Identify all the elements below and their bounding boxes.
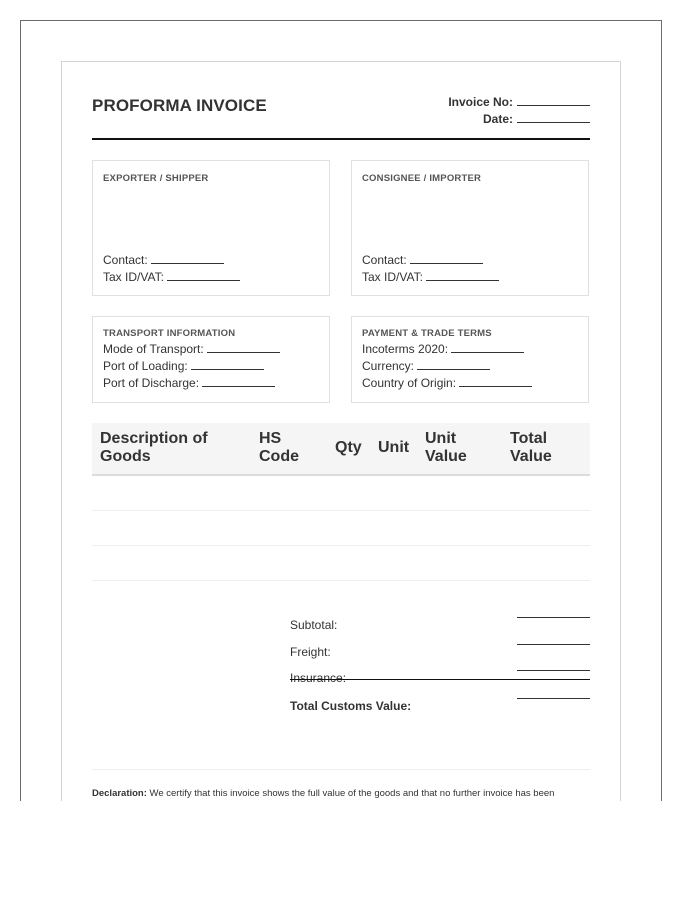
currency-label: Currency: [362,359,415,373]
port-loading-label: Port of Loading: [103,359,188,373]
exporter-contact-blank [151,252,224,264]
currency-row [362,358,532,375]
invoice-no-row [448,94,590,111]
total-customs-blank [517,698,590,699]
exporter-tax-label: Tax ID/VAT: [103,270,164,284]
exporter-tax-blank [167,269,240,281]
col-unit-value-line1: Unit [425,430,457,447]
incoterms-row [362,341,532,358]
exporter-contact-label: Contact: [103,253,148,267]
invoice-page [61,61,621,801]
col-unit-value-line2: Value [425,448,467,465]
invoice-no-blank [517,94,590,106]
freight-blank [517,644,590,645]
goods-table [92,423,590,581]
declaration-text: We certify that this invoice shows the full value of the goods and that no further invoice has been [149,788,555,799]
transport-mode-row [103,341,280,358]
col-unit: Unit [378,439,410,456]
consignee-contact-label: Contact: [362,253,407,267]
subtotal-blank [517,617,590,618]
origin-label: Country of Origin: [362,376,457,390]
col-description-line2: Goods [100,448,151,465]
consignee-contact-blank [410,252,483,264]
declaration [92,788,590,799]
col-total-value [510,430,552,466]
payment-title: PAYMENT & TRADE TERMS [362,328,492,339]
consignee-box [351,160,589,296]
exporter-box [92,160,330,296]
transport-mode-label: Mode of Transport: [103,342,204,356]
invoice-meta [448,94,590,128]
consignee-tax-blank [426,269,499,281]
exporter-lines [103,252,240,286]
consignee-tax-label: Tax ID/VAT: [362,270,423,284]
invoice-content [92,92,590,771]
payment-lines [362,341,532,392]
consignee-tax-row [362,269,499,286]
incoterms-label: Incoterms 2020: [362,342,449,356]
date-row [448,111,590,128]
col-hs-code-line1: HS [259,430,282,447]
declaration-label: Declaration: [92,788,147,799]
port-loading-row [103,358,280,375]
total-customs-label: Total Customs Value: [290,699,412,713]
transport-lines [103,341,280,392]
consignee-title: CONSIGNEE / IMPORTER [362,173,482,184]
transport-mode-blank [207,341,280,353]
origin-row [362,375,532,392]
transport-box [92,316,330,403]
port-discharge-row [103,375,280,392]
transport-title: TRANSPORT INFORMATION [103,328,236,339]
col-hs-code [259,430,299,466]
exporter-contact-row [103,252,240,269]
terms-boxes [92,316,590,403]
col-total-value-line2: Value [510,448,552,465]
port-discharge-blank [202,375,275,387]
exporter-title: EXPORTER / SHIPPER [103,173,209,184]
table-row [92,476,590,511]
invoice-header [92,92,590,140]
origin-blank [459,375,532,387]
viewport-frame [20,20,662,801]
totals-section [92,581,590,771]
col-description-line1: Description of [100,430,208,447]
consignee-lines [362,252,499,286]
col-total-value-line1: Total [510,430,548,447]
port-loading-blank [191,358,264,370]
invoice-no-label: Invoice No: [448,95,513,109]
consignee-contact-row [362,252,499,269]
insurance-blank [517,670,590,671]
date-label: Date: [482,112,513,126]
totals-divider [290,679,590,680]
goods-table-header [92,423,590,476]
totals-end-divider [92,769,590,770]
currency-blank [417,358,490,370]
incoterms-blank [451,341,524,353]
col-description [100,430,208,466]
payment-box [351,316,589,403]
freight-label: Freight: [290,645,331,659]
insurance-label: Insurance: [290,671,347,685]
col-qty: Qty [335,439,362,456]
subtotal-label: Subtotal: [290,618,338,632]
col-unit-value [425,430,467,466]
col-hs-code-line2: Code [259,448,299,465]
table-row [92,511,590,546]
date-blank [517,111,590,123]
port-discharge-label: Port of Discharge: [103,376,200,390]
exporter-tax-row [103,269,240,286]
party-boxes [92,160,590,296]
page-title: PROFORMA INVOICE [92,96,267,115]
table-row [92,546,590,581]
